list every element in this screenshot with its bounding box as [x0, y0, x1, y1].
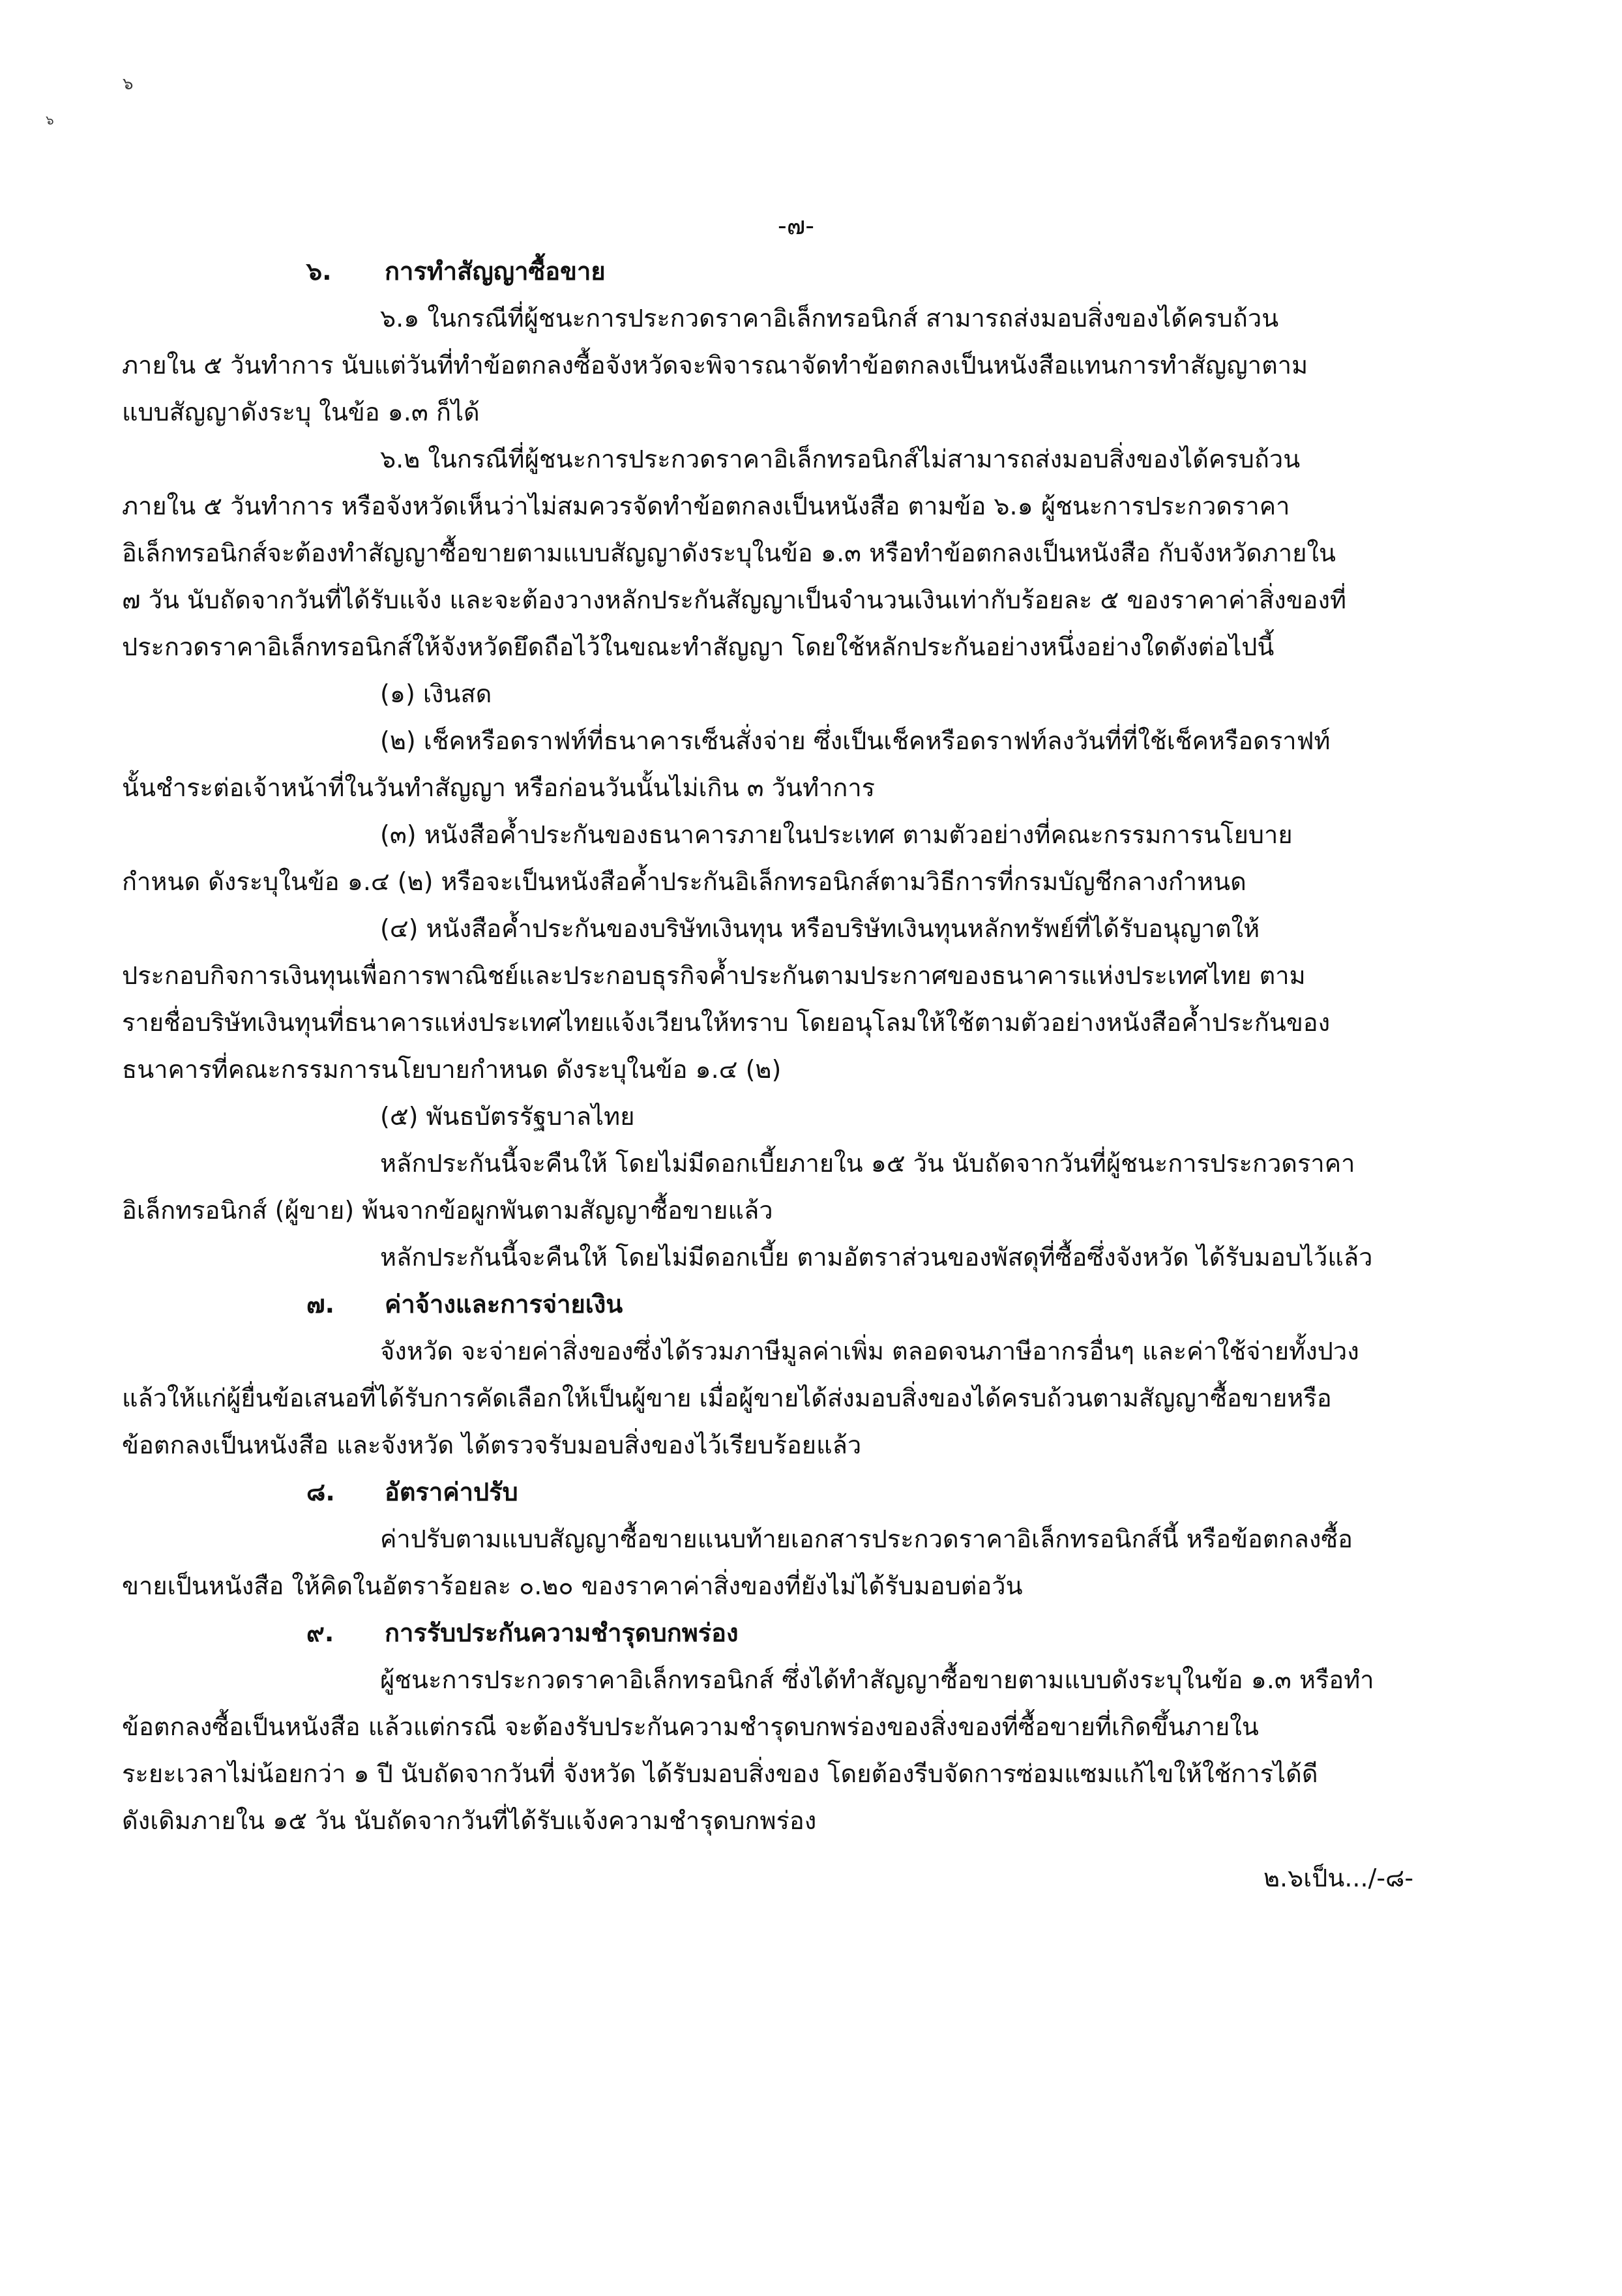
section-number: ๙.: [306, 1618, 334, 1647]
list-item-continuation: ประกอบกิจการเงินทุนเพื่อการพาณิชย์และประกอบธุรกิจค้ำประกันตามประกาศของธนาคารแห่งประเทศไทย ตาม: [122, 961, 1306, 990]
paragraph-line: ขายเป็นหนังสือ ให้คิดในอัตราร้อยละ ๐.๒๐ ของราคาค่าสิ่งของที่ยังไม่ได้รับมอบต่อวัน: [122, 1572, 1023, 1600]
paragraph-line: จังหวัด จะจ่ายค่าสิ่งของซึ่งได้รวมภาษีมูลค่าเพิ่ม ตลอดจนภาษีอากรอื่นๆ และค่าใช้จ่ายทั้งปวง: [380, 1337, 1359, 1365]
list-item-continuation: กำหนด ดังระบุในข้อ ๑.๔ (๒) หรือจะเป็นหนังสือค้ำประกันอิเล็กทรอนิกส์ตามวิธีการที่กรมบัญชีกลางกำหนด: [122, 867, 1246, 896]
paragraph-line: อิเล็กทรอนิกส์ (ผู้ขาย) พ้นจากข้อผูกพันตามสัญญาซื้อขายแล้ว: [122, 1196, 773, 1225]
section-number: ๖.: [306, 257, 332, 286]
section-number: ๘.: [306, 1478, 335, 1506]
paragraph-line: แบบสัญญาดังระบุ ในข้อ ๑.๓ ก็ได้: [122, 398, 480, 426]
paragraph-line: ๖.๒ ในกรณีที่ผู้ชนะการประกวดราคาอิเล็กทรอนิกส์ไม่สามารถส่งมอบสิ่งของได้ครบถ้วน: [380, 445, 1301, 473]
list-item: (๓) หนังสือค้ำประกันของธนาคารภายในประเทศ ตามตัวอย่างที่คณะกรรมการนโยบาย: [380, 820, 1293, 849]
paragraph-line: ผู้ชนะการประกวดราคาอิเล็กทรอนิกส์ ซึ่งได้ทำสัญญาซื้อขายตามแบบดังระบุในข้อ ๑.๓ หรือทำ: [380, 1665, 1374, 1694]
section-number: ๗.: [306, 1290, 335, 1319]
list-item: (๕) พันธบัตรรัฐบาลไทย: [380, 1102, 635, 1131]
paragraph-line: ค่าปรับตามแบบสัญญาซื้อขายแนบท้ายเอกสารประกวดราคาอิเล็กทรอนิกส์นี้ หรือข้อตกลงซื้อ: [380, 1525, 1353, 1553]
section-heading: การรับประกันความชำรุดบกพร่อง: [385, 1618, 739, 1647]
paragraph-line: หลักประกันนี้จะคืนให้ โดยไม่มีดอกเบี้ยภายใน ๑๕ วัน นับถัดจากวันที่ผู้ชนะการประกวดราคา: [380, 1149, 1355, 1178]
scan-mark: ๖: [46, 112, 54, 128]
list-item-continuation: ธนาคารที่คณะกรรมการนโยบายกำหนด ดังระบุในข้อ ๑.๔ (๒): [122, 1055, 782, 1084]
paragraph-line: ดังเดิมภายใน ๑๕ วัน นับถัดจากวันที่ได้รับแจ้งความชำรุดบกพร่อง: [122, 1806, 817, 1835]
scan-mark: ๖: [123, 74, 134, 94]
paragraph-line: ภายใน ๕ วันทำการ หรือจังหวัดเห็นว่าไม่สมควรจัดทำข้อตกลงเป็นหนังสือ ตามข้อ ๖.๑ ผู้ชนะการประกวดราคา: [122, 492, 1290, 520]
paragraph-line: ๖.๑ ในกรณีที่ผู้ชนะการประกวดราคาอิเล็กทรอนิกส์ สามารถส่งมอบสิ่งของได้ครบถ้วน: [380, 304, 1279, 333]
paragraph-line: ภายใน ๕ วันทำการ นับแต่วันที่ทำข้อตกลงซื้อจังหวัดจะพิจารณาจัดทำข้อตกลงเป็นหนังสือแทนการทำสัญญาตาม: [122, 351, 1308, 380]
page-number: -๗-: [778, 211, 814, 240]
list-item-continuation: รายชื่อบริษัทเงินทุนที่ธนาคารแห่งประเทศไทยแจ้งเวียนให้ทราบ โดยอนุโลมให้ใช้ตามตัวอย่างหนังสือค้ำประกันของ: [122, 1008, 1331, 1037]
paragraph-line: อิเล็กทรอนิกส์จะต้องทำสัญญาซื้อขายตามแบบสัญญาดังระบุในข้อ ๑.๓ หรือทำข้อตกลงเป็นหนังสือ กับจังหวัดภายใน: [122, 539, 1336, 567]
paragraph-line: ๗ วัน นับถัดจากวันที่ได้รับแจ้ง และจะต้องวางหลักประกันสัญญาเป็นจำนวนเงินเท่ากับร้อยละ ๕ ของราคาค่าสิ่งของที่: [122, 586, 1347, 614]
paragraph-line: ประกวดราคาอิเล็กทรอนิกส์ให้จังหวัดยึดถือไว้ในขณะทำสัญญา โดยใช้หลักประกันอย่างหนึ่งอย่างใดดังต่อไปนี้: [122, 633, 1275, 661]
list-item-continuation: นั้นชำระต่อเจ้าหน้าที่ในวันทำสัญญา หรือก่อนวันนั้นไม่เกิน ๓ วันทำการ: [122, 773, 876, 802]
section-heading: ค่าจ้างและการจ่ายเงิน: [385, 1290, 623, 1319]
section-heading: การทำสัญญาซื้อขาย: [385, 257, 606, 286]
paragraph-line: หลักประกันนี้จะคืนให้ โดยไม่มีดอกเบี้ย ตามอัตราส่วนของพัสดุที่ซื้อซึ่งจังหวัด ได้รับมอบไว้แล้ว: [380, 1243, 1373, 1272]
list-item: (๔) หนังสือค้ำประกันของบริษัทเงินทุน หรือบริษัทเงินทุนหลักทรัพย์ที่ได้รับอนุญาตให้: [380, 914, 1260, 943]
page-footer-continuation: ๒.๖เป็น.../-๘-: [1263, 1864, 1414, 1892]
paragraph-line: ข้อตกลงเป็นหนังสือ และจังหวัด ได้ตรวจรับมอบสิ่งของไว้เรียบร้อยแล้ว: [122, 1431, 862, 1459]
list-item: (๑) เงินสด: [380, 679, 492, 708]
section-heading: อัตราค่าปรับ: [385, 1478, 518, 1506]
paragraph-line: แล้วให้แก่ผู้ยื่นข้อเสนอที่ได้รับการคัดเลือกให้เป็นผู้ขาย เมื่อผู้ขายได้ส่งมอบสิ่งของได้ครบถ้วนตามสัญญาซื้อขายหรือ: [122, 1384, 1332, 1412]
paragraph-line: ข้อตกลงซื้อเป็นหนังสือ แล้วแต่กรณี จะต้องรับประกันความชำรุดบกพร่องของสิ่งของที่ซื้อขายที่เกิดขึ้นภายใน: [122, 1712, 1259, 1741]
list-item: (๒) เช็คหรือดราฟท์ที่ธนาคารเซ็นสั่งจ่าย ซึ่งเป็นเช็คหรือดราฟท์ลงวันที่ที่ใช้เช็คหรือดราฟท์: [380, 726, 1331, 755]
paragraph-line: ระยะเวลาไม่น้อยกว่า ๑ ปี นับถัดจากวันที่ จังหวัด ได้รับมอบสิ่งของ โดยต้องรีบจัดการซ่อมแซมแก้ไขให้ใช้การได้ดี: [122, 1759, 1318, 1788]
